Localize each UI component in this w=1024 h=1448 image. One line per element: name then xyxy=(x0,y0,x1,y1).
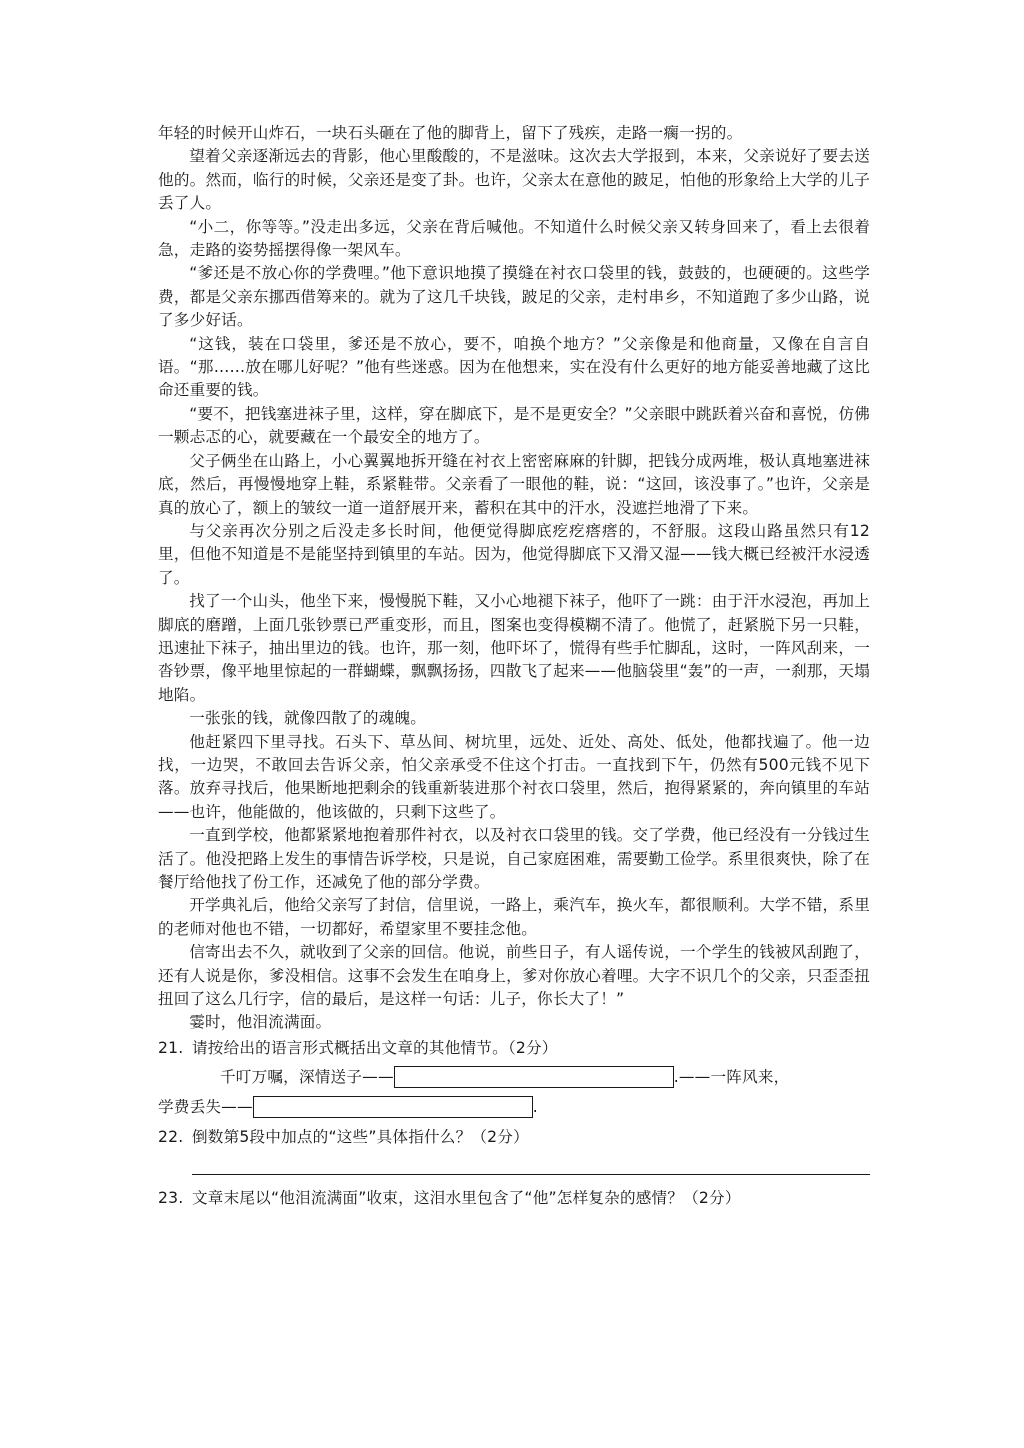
answer-line[interactable] xyxy=(192,1174,870,1175)
question-text: 请按给出的语言形式概括出文章的其他情节。（2分） xyxy=(192,1038,558,1057)
question-text: 倒数第5段中加点的“这些”具体指什么？（2分） xyxy=(192,1128,529,1147)
paragraph: 找了一个山头，他坐下来，慢慢脱下鞋，又小心地褪下袜子，他吓了一跳：由于汗水浸泡，再加上脚底的磨蹭，上面几张钞票已严重变形，而且，图案也变得模糊不清了。他慌了，赶紧脱下另一只鞋，迅速扯下袜子，抽出里边的钱。也许，那一刻，他吓坏了，慌得有些手忙脚乱，这时，一阵风刮来，一沓钞票，像平地里惊起的一群蝴蝶，飘飘扬扬，四散飞了起来——他脑袋里“轰”的一声，一刹那，天塌地陷。 xyxy=(158,592,870,704)
question-22 xyxy=(158,1126,870,1149)
paragraph: “要不，把钱塞进袜子里，这样，穿在脚底下，是不是更安全？”父亲眼中跳跃着兴奋和喜悦，仿佛一颗忐忑的心，就要藏在一个最安全的地方了。 xyxy=(158,404,870,447)
paragraph: “小二，你等等。”没走出多远，父亲在背后喊他。不知道什么时候父亲又转身回来了，看上去很着急，走路的姿势摇摆得像一架风车。 xyxy=(158,217,870,260)
q21-suffix-1: 一阵风来， xyxy=(710,1067,790,1086)
q21-answer-line-2 xyxy=(158,1092,870,1122)
question-number: 21. xyxy=(158,1038,184,1057)
q21-end: . xyxy=(532,1097,538,1116)
paragraph: 年轻的时候开山炸石，一块石头砸在了他的脚背上，留下了残疾，走路一瘸一拐的。 xyxy=(158,124,743,142)
q21-prefix-2: 学费丢失—— xyxy=(158,1097,253,1116)
paragraph: 与父亲再次分别之后没走多长时间，他便觉得脚底疙疙瘩瘩的，不舒服。这段山路虽然只有12里，但他不知道是不是能坚持到镇里的车站。因为，他觉得脚底下又滑又湿——钱大概已经被汗水浸透了。 xyxy=(158,521,870,587)
paragraph: 望着父亲逐渐远去的背影，他心里酸酸的，不是滋味。这次去大学报到，本来，父亲说好了要去送他的。然而，临行的时候，父亲还是变了卦。也许，父亲太在意他的跛足，怕他的形象给上大学的儿子丢了人。 xyxy=(158,147,870,213)
question-text: 文章末尾以“他泪流满面”收束，这泪水里包含了“他”怎样复杂的感情？（2分） xyxy=(192,1188,741,1207)
reading-passage xyxy=(158,122,870,1210)
paragraph: “这钱，装在口袋里，爹还是不放心，要不，咱换个地方？”父亲像是和他商量，又像在自言自语。“那……放在哪儿好呢？”他有些迷惑。因为在他想来，实在没有什么更好的地方能妥善地藏了这比命还重要的钱。 xyxy=(158,334,870,400)
paragraph: 开学典礼后，他给父亲写了封信，信里说，一路上，乘汽车，换火车，都很顺利。大学不错，系里的老师对他也不错，一切都好，希望家里不要挂念他。 xyxy=(158,896,870,938)
q21-answer-line-1 xyxy=(158,1062,870,1092)
paragraph: 霎时，他泪流满面。 xyxy=(189,1013,332,1032)
q21-separator: .—— xyxy=(673,1067,711,1086)
q21-prefix-1: 千叮万嘱，深情送子—— xyxy=(220,1067,394,1086)
question-number: 22. xyxy=(158,1128,184,1147)
paragraph: 一张张的钱，就像四散了的魂魄。 xyxy=(189,709,427,728)
answer-box-2[interactable] xyxy=(253,1096,533,1118)
question-number: 23. xyxy=(158,1188,184,1207)
paragraph: 信寄出去不久，就收到了父亲的回信。他说，前些日子，有人谣传说，一个学生的钱被风刮跑了，还有人说是你，爹没相信。这事不会发生在咱身上，爹对你放心着哩。大字不识几个的父亲，只歪歪扭扭回了这么几行字，信的最后，是这样一句话：儿子，你长大了！” xyxy=(158,943,870,1009)
paragraph: 他赶紧四下里寻找。石头下、草丛间、树坑里，远处、近处、高处、低处，他都找遍了。他一边找，一边哭，不敢回去告诉父亲，怕父亲承受不住这个打击。一直找到下午，仍然有500元钱不见下落。放弃寻找后，他果断地把剩余的钱重新装进那个衬衣口袋里，然后，抱得紧紧的，奔向镇里的车站——也许，他能做的，他该做的，只剩下这些了。 xyxy=(158,732,870,821)
question-23 xyxy=(158,1187,870,1210)
paragraph: 一直到学校，他都紧紧地抱着那件衬衣，以及衬衣口袋里的钱。交了学费，他已经没有一分钱过生活了。他没把路上发生的事情告诉学校，只是说，自己家庭困难，需要勤工俭学。系里很爽快，除了在餐厅给他找了份工作，还减免了他的部分学费。 xyxy=(158,826,870,891)
paragraph: “爹还是不放心你的学费哩。”他下意识地摸了摸缝在衬衣口袋里的钱，鼓鼓的，也硬硬的。这些学费，都是父亲东挪西借筹来的。就为了这几千块钱，跛足的父亲，走村串乡，不知道跑了多少山路，说了多少好话。 xyxy=(158,264,870,330)
question-21 xyxy=(158,1037,870,1060)
paragraph: 父子俩坐在山路上，小心翼翼地拆开缝在衬衣上密密麻麻的针脚，把钱分成两堆，极认真地塞进袜底，然后，再慢慢地穿上鞋，系紧鞋带。父亲看了一眼他的鞋，说：“这回，该没事了。”也许，父亲是真的放心了，额上的皱纹一道一道舒展开来，蓄积在其中的汗水，没遮拦地滑了下来。 xyxy=(158,451,870,517)
answer-box-1[interactable] xyxy=(394,1066,674,1088)
